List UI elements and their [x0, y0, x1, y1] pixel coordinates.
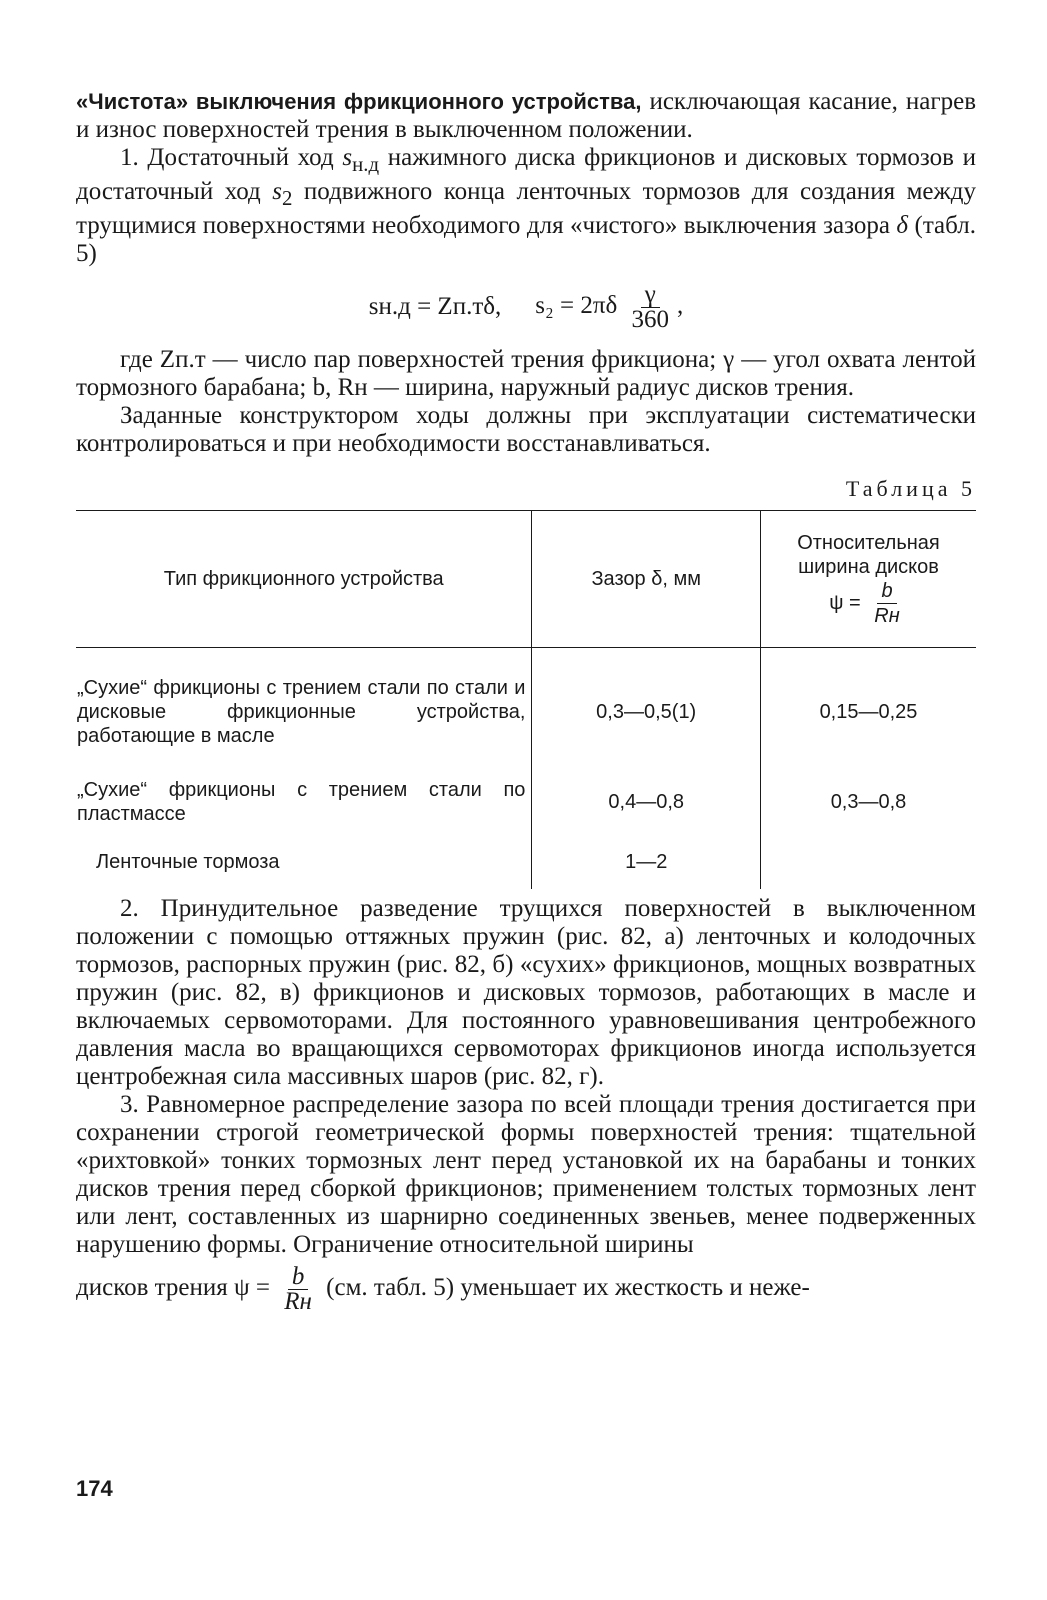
symbol-s2-sub: 2 [282, 186, 293, 210]
row-width [760, 835, 976, 889]
formula-fraction [628, 280, 674, 333]
row-type: „Сухие“ фрикционы с трением стали по стали и дисковые фрикционные устройства, работающие в масле [77, 677, 526, 747]
formula-denominator: 360 [631, 305, 669, 333]
intro-paragraph [76, 88, 976, 144]
p6-fraction [280, 1265, 316, 1314]
p1-text-a: 1. Достаточный ход [120, 144, 343, 171]
row-width: 0,15—0,25 [760, 648, 976, 770]
intro-text: исключающая касание, нагрев и износ поверхностей трения в выключенном положении. [76, 88, 977, 143]
paragraph-3: Заданные конструктором ходы должны при эксплуатации систематически контролироваться и при необходимости восстанавливаться. [76, 402, 976, 457]
table-row [76, 835, 976, 889]
row-type: „Сухие“ фрикционы с трением стали по пластмассе [77, 779, 526, 825]
header-gap: Зазор δ, мм [532, 511, 761, 648]
header-width-num: b [877, 579, 896, 604]
header-width-line2: ширина дисков [798, 555, 939, 578]
row-gap: 0,4—0,8 [532, 769, 761, 835]
header-width-fraction [870, 579, 903, 628]
p6-numerator: b [288, 1265, 309, 1290]
formula-numerator: γ [641, 283, 660, 308]
table-header-row [76, 511, 976, 648]
page-number: 174 [76, 1476, 113, 1501]
table-row [76, 769, 976, 835]
paragraph-1 [76, 144, 976, 268]
symbol-s-nd: s [342, 144, 353, 171]
paragraph-2: где Zп.т — число пар поверхностей трения фрикциона; γ — угол охвата лентой тормозного барабана; b, Rн — ширина, наружный радиус дисков трения. [76, 346, 976, 401]
friction-table [76, 510, 976, 889]
header-type: Тип фрикционного устройства [76, 511, 532, 648]
p6-text-b: (см. табл. 5) уменьшает их жесткость и неже- [319, 1274, 810, 1302]
paragraph-4: 2. Принудительное разведение трущихся поверхностей в выключенном положении с помощью оттяжных пружин (рис. 82, а) ленточных и колодочных тормозов, распорных пружин (рис. 82, б) «сухих» фрикционов, мощных возвратных пружин (рис. 82, в) фрикционов и дисковых тормозов, работающих в масле и включаемых сервомоторами. Для постоянного уравновешивания центробежного давления масла во вращающихся сервомоторах фрикционов иногда используется центробежная сила массивных шаров (рис. 82, г). [76, 895, 976, 1090]
table-caption: Таблица 5 [845, 476, 976, 501]
p1-text-d: (табл. 5) [76, 212, 976, 267]
p1-text-c: подвижного конца ленточных тормозов для создания между трущимися поверхностями необходимого для «чистого» выключения зазора [76, 178, 976, 239]
formula-end: , [677, 291, 684, 319]
row-gap: 0,3—0,5(1) [532, 648, 761, 770]
symbol-delta: δ [896, 212, 909, 239]
p6-text-a: дисков трения ψ = [76, 1274, 270, 1302]
formula-left: sн.д = Zп.тδ, [368, 293, 502, 320]
formula-block [76, 268, 976, 346]
row-type: Ленточные тормоза [96, 851, 280, 873]
header-width-lhs: ψ = [829, 591, 861, 614]
paragraph-5: 3. Равномерное распределение зазора по всей площади трения достигается при сохранении строгой геометрической формы поверхностей трения: тщательной «рихтовкой» тонких тормозных лент перед установкой их на барабаны и тонких дисков трения перед сборкой фрикционов; применением толстых тормозных лент или лент, составленных из шарнирно соединенных звеньев, менее подверженных нарушению формы. Ограничение относительной ширины [76, 1091, 976, 1258]
row-width: 0,3—0,8 [760, 769, 976, 835]
p1-text-b: нажимного диска фрикционов и дисковых тормозов и достаточный ход [76, 144, 977, 205]
header-width-formula [762, 579, 975, 628]
header-width [760, 511, 976, 648]
header-width-den: Rн [874, 604, 900, 627]
intro-heading: «Чистота» выключения фрикционного устройства, [76, 89, 642, 114]
table-row [76, 648, 976, 770]
formula-right [535, 280, 684, 333]
row-gap: 1—2 [532, 835, 761, 889]
page-body [76, 88, 976, 1314]
symbol-s-nd-sub: н.д [352, 152, 380, 176]
symbol-s2: s [272, 178, 282, 205]
header-width-line1: Относительная [797, 531, 940, 554]
p6-denominator: Rн [284, 1288, 312, 1315]
formula-right-prefix: s₂ = 2πδ [535, 291, 618, 319]
paragraph-6 [76, 1265, 976, 1314]
